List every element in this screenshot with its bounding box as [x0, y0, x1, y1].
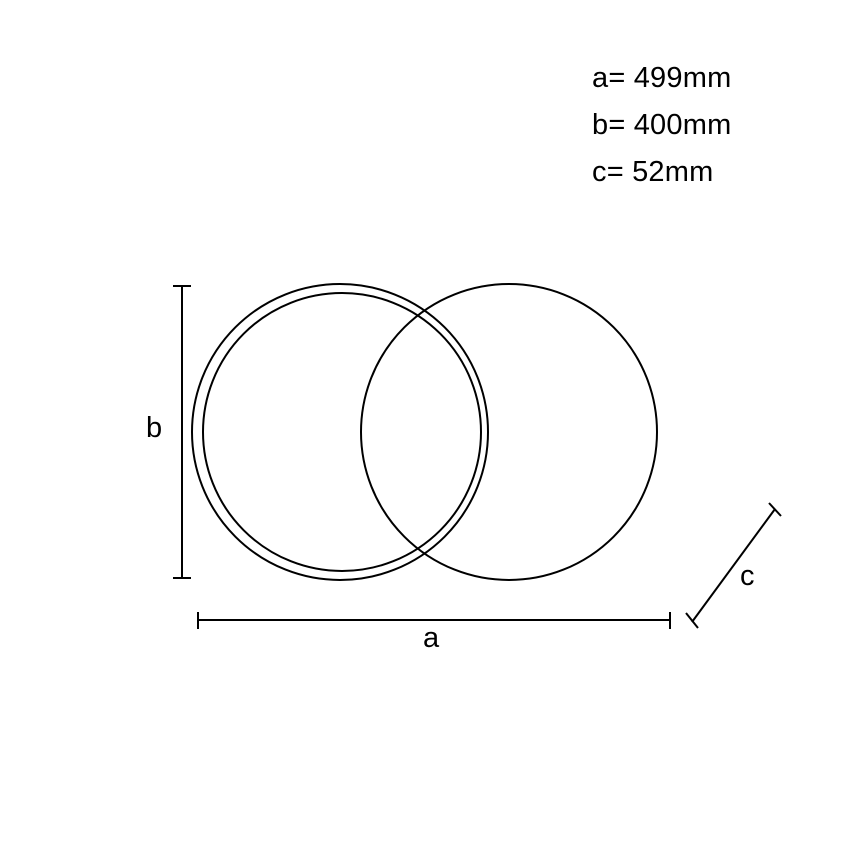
dimension-a-label: a [423, 622, 440, 654]
dimension-b-label: b [146, 412, 163, 444]
legend-line-c: c= 52mm [592, 156, 714, 188]
left-ring-inner-circle [203, 293, 481, 571]
left-ring-outer-circle [192, 284, 488, 580]
legend-line-b: b= 400mm [592, 109, 732, 141]
measurement-legend [592, 55, 852, 196]
dimension-c-label: c [740, 560, 755, 592]
legend-line-a: a= 499mm [592, 62, 732, 94]
right-circle [361, 284, 657, 580]
dimension-c-line [692, 509, 775, 622]
